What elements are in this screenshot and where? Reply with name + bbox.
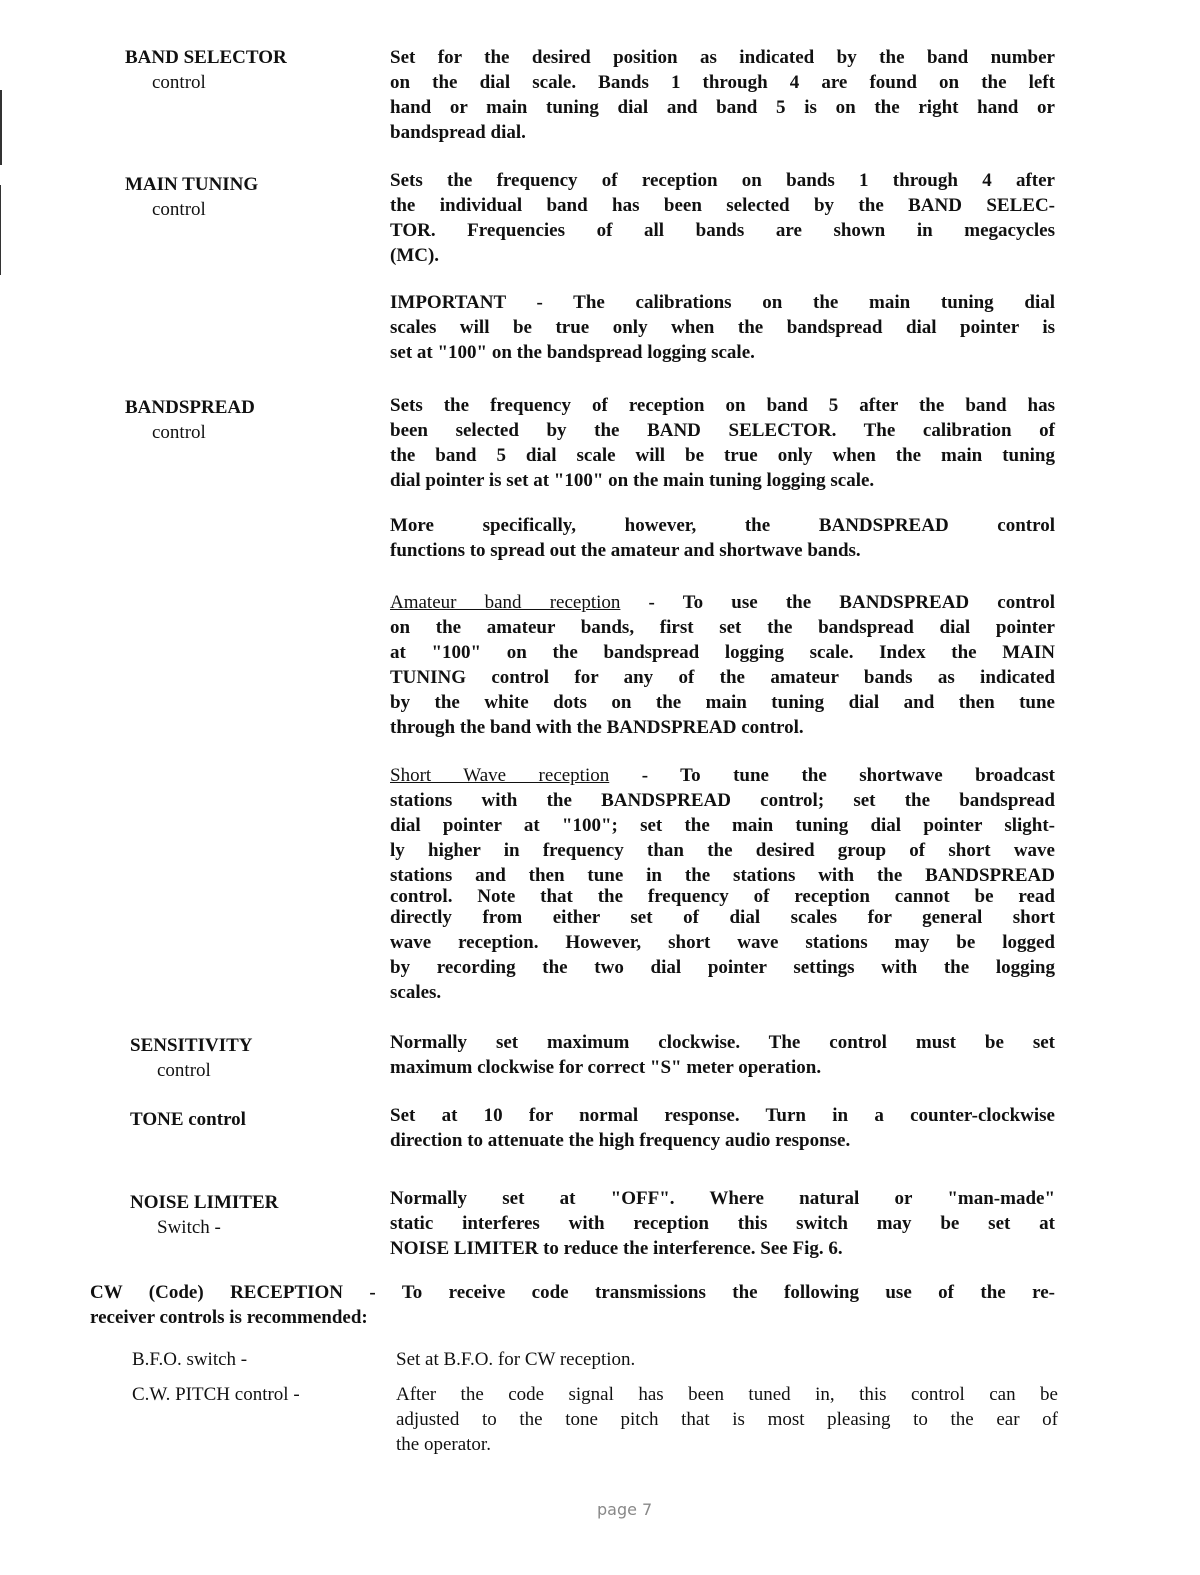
text-line: dial pointer is set at "100" on the main tuning logging scale. xyxy=(390,470,875,491)
control-label xyxy=(125,172,258,222)
control-label xyxy=(130,1033,253,1083)
text-line: by recording the two dial pointer settings with the logging xyxy=(390,957,1055,978)
text-line: scales. xyxy=(390,982,442,1003)
text-run: - To tune the shortwave broadcast xyxy=(609,765,1055,786)
text-line: hand or main tuning dial and band 5 is on the right hand or xyxy=(390,97,1055,118)
text-line: NOISE LIMITER to reduce the interference. See Fig. 6. xyxy=(390,1238,843,1259)
text-line: functions to spread out the amateur and shortwave bands. xyxy=(390,540,861,561)
text-line: stations and then tune in the stations with the BANDSPREAD xyxy=(390,865,1055,886)
control-type: control xyxy=(152,422,206,443)
description-paragraph xyxy=(390,763,1055,1005)
scan-edge-line xyxy=(0,185,1,275)
control-name: SENSITIVITY xyxy=(130,1035,253,1056)
description-paragraph xyxy=(390,393,1055,493)
text-line: by the white dots on the main tuning dial and then tune xyxy=(390,692,1055,713)
text-line: on the amateur bands, first set the bandspread dial pointer xyxy=(390,617,1055,638)
description-paragraph xyxy=(390,45,1055,145)
text-line: maximum clockwise for correct "S" meter operation. xyxy=(390,1057,822,1078)
text-line: control. Note that the frequency of reception cannot be read xyxy=(390,886,1055,907)
section-heading: Amateur band reception xyxy=(390,592,621,613)
text-line: static interferes with reception this switch may be set at xyxy=(390,1213,1055,1234)
description-paragraph xyxy=(390,168,1055,268)
text-line: wave reception. However, short wave stations may be logged xyxy=(390,932,1055,953)
control-label: B.F.O. switch - xyxy=(132,1349,248,1370)
text-line: Normally set at "OFF". Where natural or "man-made" xyxy=(390,1188,1055,1209)
text-run: - To use the BANDSPREAD control xyxy=(620,592,1055,613)
control-name: BAND SELECTOR xyxy=(125,47,287,68)
text-line: Sets the frequency of reception on bands 1 through 4 after xyxy=(390,170,1055,191)
control-name: NOISE LIMITER xyxy=(130,1192,279,1213)
text-line: Set at B.F.O. for CW reception. xyxy=(396,1349,636,1370)
text-line: the band 5 dial scale will be true only when the main tuning xyxy=(390,445,1055,466)
control-type: Switch - xyxy=(157,1217,221,1238)
text-line: Set at 10 for normal response. Turn in a counter-clockwise xyxy=(390,1105,1055,1126)
section-heading: Short Wave reception xyxy=(390,765,610,786)
control-name: BANDSPREAD xyxy=(125,397,255,418)
control-type: control xyxy=(157,1060,211,1081)
text-line: scales will be true only when the bandspread dial pointer is xyxy=(390,317,1055,338)
description-paragraph xyxy=(390,1103,1055,1153)
text-line: stations with the BANDSPREAD control; set the bandspread xyxy=(390,790,1055,811)
text-line: bandspread dial. xyxy=(390,122,526,143)
text-line: More specifically, however, the BANDSPREAD control xyxy=(390,515,1055,536)
text-line: (MC). xyxy=(390,245,440,266)
control-label xyxy=(125,45,287,95)
description-paragraph xyxy=(390,513,1055,563)
text-line: IMPORTANT - The calibrations on the main tuning dial xyxy=(390,292,1055,313)
control-label: C.W. PITCH control - xyxy=(132,1384,300,1405)
page-number: page 7 xyxy=(597,1500,653,1519)
text-line: adjusted to the tone pitch that is most pleasing to the ear of xyxy=(396,1409,1058,1430)
description-paragraph xyxy=(390,1030,1055,1080)
cw-reception-intro xyxy=(90,1280,1055,1330)
text-line: the operator. xyxy=(396,1434,491,1455)
text-line: Normally set maximum clockwise. The control must be set xyxy=(390,1032,1055,1053)
text-line: directly from either set of dial scales for general short xyxy=(390,907,1055,928)
text-line: at "100" on the bandspread logging scale. Index the MAIN xyxy=(390,642,1055,663)
control-type: control xyxy=(152,199,206,220)
description-paragraph xyxy=(390,290,1055,365)
text-line: through the band with the BANDSPREAD control. xyxy=(390,717,804,738)
description-paragraph xyxy=(390,590,1055,740)
scan-edge-line xyxy=(0,90,2,165)
control-label xyxy=(130,1107,246,1132)
text-line: Sets the frequency of reception on band 5 after the band has xyxy=(390,395,1055,416)
text-line: TUNING control for any of the amateur bands as indicated xyxy=(390,667,1055,688)
text-line: been selected by the BAND SELECTOR. The calibration of xyxy=(390,420,1055,441)
description-paragraph xyxy=(396,1382,1058,1457)
text-line: on the dial scale. Bands 1 through 4 are found on the left xyxy=(390,72,1055,93)
text-line: ly higher in frequency than the desired group of short wave xyxy=(390,840,1055,861)
text-line: direction to attenuate the high frequency audio response. xyxy=(390,1130,851,1151)
control-name: MAIN TUNING xyxy=(125,174,259,195)
text-line: set at "100" on the bandspread logging scale. xyxy=(390,342,755,363)
control-label xyxy=(125,395,255,445)
text-line: Set for the desired position as indicated by the band number xyxy=(390,47,1055,68)
control-label xyxy=(130,1190,278,1240)
text-line: receiver controls is recommended: xyxy=(90,1307,368,1328)
text-line: dial pointer at "100"; set the main tuning dial pointer slight- xyxy=(390,815,1055,836)
text-line xyxy=(390,590,1055,615)
text-line: the individual band has been selected by the BAND SELEC- xyxy=(390,195,1055,216)
control-name: TONE control xyxy=(130,1109,246,1130)
text-line: TOR. Frequencies of all bands are shown in megacycles xyxy=(390,220,1055,241)
text-line: After the code signal has been tuned in, this control can be xyxy=(396,1384,1058,1405)
text-line xyxy=(390,763,1055,788)
control-type: control xyxy=(152,72,206,93)
description-paragraph xyxy=(396,1347,1058,1372)
text-line: CW (Code) RECEPTION - To receive code transmissions the following use of the re- xyxy=(90,1282,1055,1303)
description-paragraph xyxy=(390,1186,1055,1261)
